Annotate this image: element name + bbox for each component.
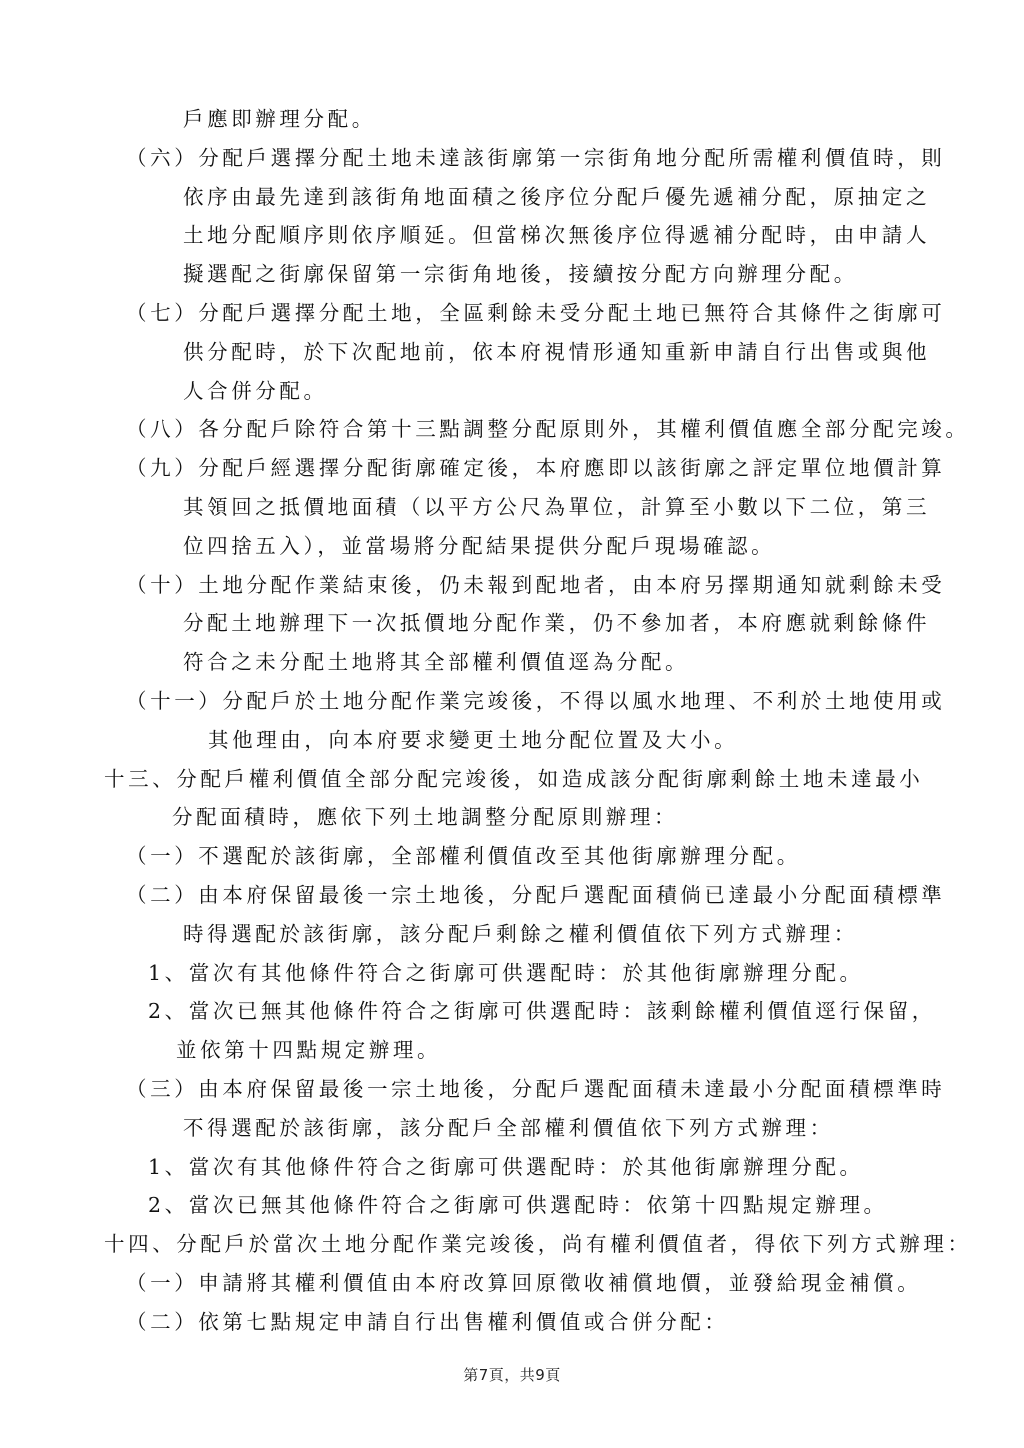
text-line: 其領回之抵價地面積（以平方公尺為單位，計算至小數以下二位，第三 — [183, 495, 931, 519]
text-line: （二）由本府保留最後一宗土地後，分配戶選配面積倘已達最小分配面積標準 — [126, 883, 946, 907]
text-line: （十）土地分配作業結束後，仍未報到配地者，由本府另擇期通知就剩餘未受 — [126, 573, 946, 597]
text-line: 不得選配於該街廓，該分配戶全部權利價值依下列方式辦理： — [183, 1116, 834, 1140]
text-line: 分配土地辦理下一次抵價地分配作業，仍不參加者，本府應就剩餘條件 — [183, 611, 931, 635]
text-line: 分配面積時，應依下列土地調整分配原則辦理： — [172, 805, 679, 829]
text-line: （八）各分配戶除符合第十三點調整分配原則外，其權利價值應全部分配完竣。 — [126, 417, 970, 441]
text-line: 時得選配於該街廓，該分配戶剩餘之權利價值依下列方式辦理： — [183, 922, 858, 946]
text-line: 戶應即辦理分配。 — [183, 107, 376, 131]
text-line: 符合之未分配土地將其全部權利價值逕為分配。 — [183, 650, 690, 674]
section-heading: 十三、分配戶權利價值全部分配完竣後，如造成該分配街廓剩餘土地未達最小 — [104, 767, 924, 791]
text-line: 其他理由，向本府要求變更土地分配位置及大小。 — [208, 728, 739, 752]
text-line: 位四捨五入），並當場將分配結果提供分配戶現場確認。 — [183, 534, 776, 558]
text-line: 供分配時，於下次配地前，依本府視情形通知重新申請自行出售或與他 — [183, 340, 931, 364]
text-line: 2、當次已無其他條件符合之街廓可供選配時：該剩餘權利價值逕行保留， — [148, 999, 936, 1023]
text-line: 土地分配順序則依序順延。但當梯次無後序位得遞補分配時，由申請人 — [183, 223, 931, 247]
text-line: （九）分配戶經選擇分配街廓確定後，本府應即以該街廓之評定單位地價計算 — [126, 456, 946, 480]
text-line: （二）依第七點規定申請自行出售權利價值或合併分配： — [126, 1310, 729, 1334]
text-line: （一）申請將其權利價值由本府改算回原徵收補償地價，並發給現金補償。 — [126, 1271, 922, 1295]
text-line: （七）分配戶選擇分配土地，全區剩餘未受分配土地已無符合其條件之街廓可 — [126, 301, 946, 325]
text-line: （十一）分配戶於土地分配作業完竣後，不得以風水地理、不利於土地使用或 — [126, 689, 946, 713]
text-line: 人合併分配。 — [183, 379, 328, 403]
text-line: （六）分配戶選擇分配土地未達該街廓第一宗街角地分配所需權利價值時，則 — [126, 146, 946, 170]
text-line: 並依第十四點規定辦理。 — [176, 1038, 442, 1062]
text-line: （三）由本府保留最後一宗土地後，分配戶選配面積未達最小分配面積標準時 — [126, 1077, 946, 1101]
text-line: 依序由最先達到該街角地面積之後序位分配戶優先遞補分配，原抽定之 — [183, 185, 931, 209]
section-heading: 十四、分配戶於當次土地分配作業完竣後，尚有權利價值者，得依下列方式辦理： — [104, 1232, 972, 1256]
text-line: 擬選配之街廓保留第一宗街角地後，接續按分配方向辦理分配。 — [183, 262, 858, 286]
text-line: （一）不選配於該街廓，全部權利價值改至其他街廓辦理分配。 — [126, 844, 801, 868]
text-line: 1、當次有其他條件符合之街廓可供選配時：於其他街廓辦理分配。 — [148, 961, 864, 985]
text-line: 2、當次已無其他條件符合之街廓可供選配時：依第十四點規定辦理。 — [148, 1193, 888, 1217]
text-line: 1、當次有其他條件符合之街廓可供選配時：於其他街廓辦理分配。 — [148, 1155, 864, 1179]
page-number: 第7頁，共9頁 — [463, 1366, 561, 1384]
